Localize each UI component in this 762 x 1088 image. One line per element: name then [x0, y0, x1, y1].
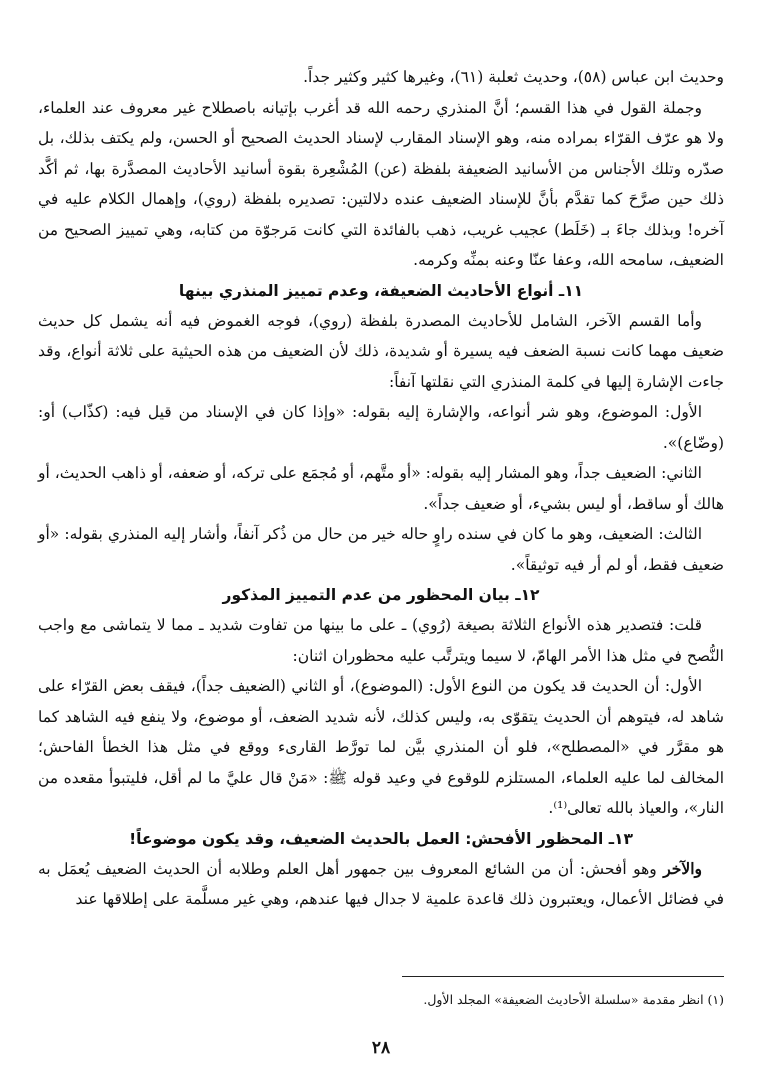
paragraph-8-text: وهو أفحش: أن من الشائع المعروف بين جمهور أهل العلم وطلابه أن الحديث الضعيف يُعمَل به في فضائل الأعمال، ويعتبرون ذلك قاعدة علمية لا جدال فيها عندهم، وهي غير مسلَّمة على إطلاقها عند — [38, 859, 724, 908]
paragraph-7: الأول: أن الحديث قد يكون من النوع الأول: (الموضوع)، أو الثاني (الضعيف جداً)، فيقف بعض القرّاء على شاهد له، فيتوهم أن الحديث يتقوّى به، وليس كذلك، لأنه شديد الضعف، أو موضوع، ولا ينفع فيه الشاهد كما هو مقرَّر في «المصطلح»، فلو أن المنذري بيَّن لما تورَّط القارىء ووقع في مثل هذا الخطأ الفاحش؛ المخالف لما عليه العلماء، المستلزم للوقوع في وعيد قوله ﷺ: «مَنْ قال عليَّ ما لم أقل، فليتبوأ مقعده من النار»، والعياذ بالله تعالى⁽¹⁾. — [38, 677, 724, 817]
footnote: (١) انظر مقدمة «سلسلة الأحاديث الضعيفة» المجلد الأول. — [423, 992, 724, 1007]
footnote-divider — [402, 976, 724, 977]
page-number: ٢٨ — [371, 1038, 391, 1058]
paragraph-1: وجملة القول في هذا القسم؛ أنَّ المنذري رحمه الله قد أغرب بإتيانه باصطلاح غير معروف عند العلماء، ولا هو عرّف القرّاء بمراده منه، وهو الإسناد المقارب لإسناد الحديث الصحيح أو الحسن، ولم يكتف بذلك، بل صدّره وتلك الأجناس من الأسانيد الضعيفة بلفظة (عن) المُشْعِرة بقوة أسانيد الأحاديث المصدَّرة بها، ثم أكَّد ذلك حين صرَّحَ كما تقدَّم بأنَّ للإسناد الضعيف عنده دلالتين: تصديره بلفظة (روي)، وإهمال الكلام عليه في آخره! وبذلك جاءَ بـ (خَلَط) عجيب غريب، ذهب بالفائدة التي كانت مَرجوّة من كتابه، وهي تمييز الصحيح من الضعيف، سامحه الله، وعفا عنّا وعنه بمنِّه وكرمه. — [38, 98, 724, 269]
section-heading-11: ١١ـ أنواع الأحاديث الضعيفة، وعدم تمييز المنذري بينها — [178, 281, 584, 300]
section-heading-12: ١٢ـ بيان المحظور من عدم التمييز المذكور — [222, 586, 540, 604]
section-heading-13: ١٣ـ المحظور الأفحش: العمل بالحديث الضعيف، وقد يكون موضوعاً! — [129, 829, 633, 848]
paragraph-6: قلت: فتصدير هذه الأنواع الثلاثة بصيغة (رُوي) ـ على ما بينها من تفاوت شديد ـ مما لا يتماشى مع واجب النُّصح في مثل هذا الأمر الهامّ، لا سيما ويترتَّب عليه محظوران اثنان: — [38, 616, 724, 665]
paragraph-2: وأما القسم الآخر، الشامل للأحاديث المصدرة بلفظة (روي)، فوجه الغموض فيه أنه يشمل كل حديث ضعيف مهما كانت نسبة الضعف فيه يسيرة أو شديدة، ذلك لأن الضعيف من هذه الحيثية على ثلاثة أنواع، وقد جاءت الإشارة إليها في كلمة المنذري التي نقلتها آنفاً: — [38, 311, 724, 391]
paragraph-0: وحديث ابن عباس (٥٨)، وحديث ثعلبة (٦١)، وغيرها كثير وكثير جداً. — [303, 68, 724, 86]
paragraph-8-lead: والآخر — [663, 858, 702, 878]
paragraph-4: الثاني: الضعيف جداً، وهو المشار إليه بقوله: «أو متَّهم، أو مُجمَع على تركه، أو ضعفه، أو ذاهب الحديث، أو هالك أو ساقط، أو ليس بشيء، أو ضعيف جداً». — [38, 464, 724, 513]
paragraph-3: الأول: الموضوع، وهو شر أنواعه، والإشارة إليه بقوله: «وإذا كان في الإسناد من قيل فيه: (كذّاب) أو: (وضّاع)». — [38, 403, 724, 452]
paragraph-5: الثالث: الضعيف، وهو ما كان في سنده راوٍ حاله خير من حال من ذُكر آنفاً، وأشار إليه المنذري بقوله: «أو ضعيف فقط، أو لم أر فيه توثيقاً». — [38, 525, 724, 574]
body-text — [38, 62, 724, 915]
paragraph-8 — [38, 854, 724, 915]
